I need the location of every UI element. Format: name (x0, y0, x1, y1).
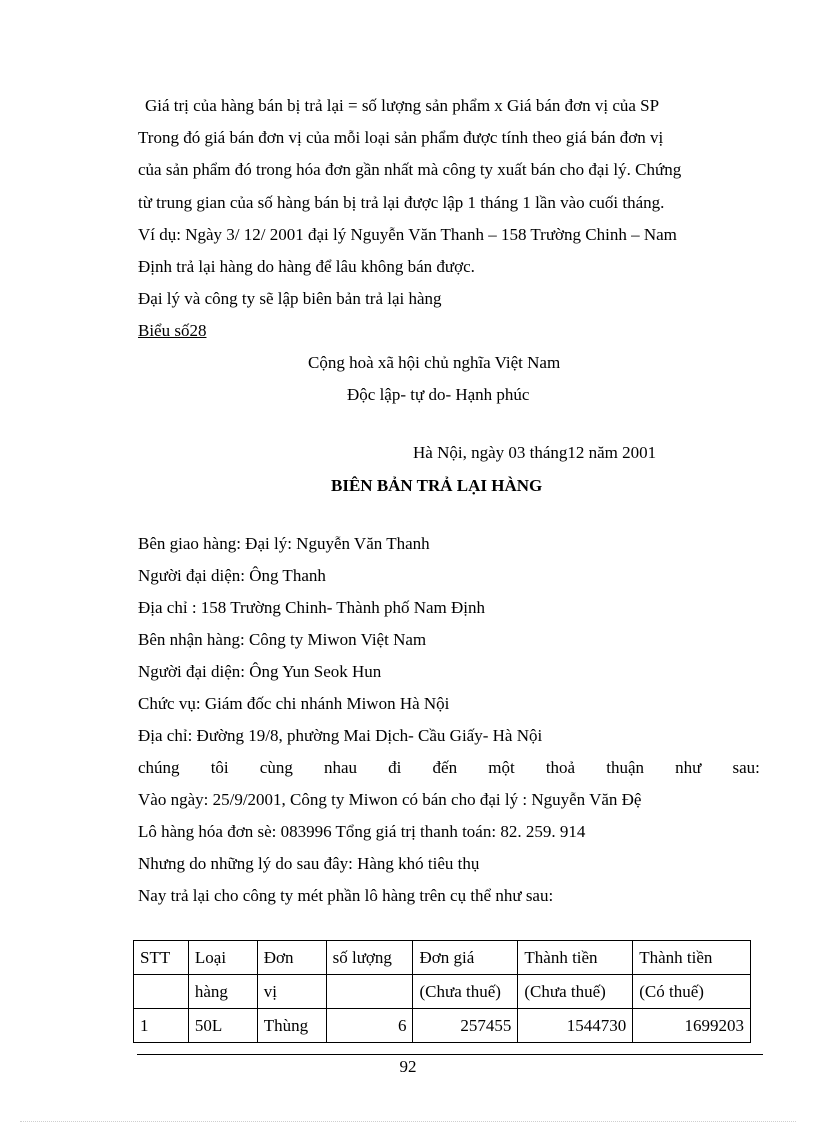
sender-address: Địa chỉ : 158 Trường Chinh- Thành phố Nam Định (138, 598, 486, 617)
table-cell-quantity: 6 (326, 1009, 413, 1043)
receiver-address: Địa chỉ: Đường 19/8, phường Mai Dịch- Cầu Giấy- Hà Nội (138, 726, 543, 745)
agreement-word: nhau (323, 758, 358, 777)
table-header-cell: vị (257, 975, 326, 1009)
table-header-row (134, 941, 751, 975)
returned-goods-table (133, 940, 751, 1043)
invoice-line: Lô hàng hóa đơn sè: 083996 Tổng giá trị thanh toán: 82. 259. 914 (138, 822, 586, 841)
table-header-cell (134, 975, 189, 1009)
table-header-cell: Thành tiền (633, 941, 751, 975)
table-header-cell: Đơn giá (413, 941, 518, 975)
intro-line-3: của sản phẩm đó trong hóa đơn gần nhất mà công ty xuất bán cho đại lý. Chứng (138, 160, 682, 179)
receiver-position: Chức vụ: Giám đốc chi nhánh Miwon Hà Nội (138, 694, 450, 713)
table-cell-amount-pretax: 1544730 (518, 1009, 633, 1043)
agreement-word: đến (432, 758, 458, 777)
agreement-line (138, 757, 760, 779)
table-cell-unit: Thùng (257, 1009, 326, 1043)
place-date: Hà Nội, ngày 03 tháng12 năm 2001 (413, 443, 657, 462)
table-cell-type: 50L (188, 1009, 257, 1043)
table-header-cell (326, 975, 413, 1009)
table-header-cell: (Chưa thuế) (518, 975, 633, 1009)
table-header-cell: Loại (188, 941, 257, 975)
document-title: BIÊN BẢN TRẢ LẠI HÀNG (331, 476, 543, 495)
page-number: 92 (399, 1057, 417, 1076)
table-header-cell: hàng (188, 975, 257, 1009)
table-header-row (134, 975, 751, 1009)
nation-heading: Cộng hoà xã hội chủ nghĩa Việt Nam (308, 353, 561, 372)
sale-line: Vào ngày: 25/9/2001, Công ty Miwon có bán cho đại lý : Nguyễn Văn Đệ (138, 790, 642, 809)
receiver-line: Bên nhận hàng: Công ty Miwon Việt Nam (138, 630, 427, 649)
intro-line-4: từ trung gian của số hàng bán bị trả lại được lập 1 tháng 1 lần vào cuối tháng. (138, 193, 665, 212)
table-header-cell: số lượng (326, 941, 413, 975)
sender-line: Bên giao hàng: Đại lý: Nguyễn Văn Thanh (138, 534, 430, 553)
table-header-cell: (Có thuế) (633, 975, 751, 1009)
intro-line-6: Định trả lại hàng do hàng để lâu không bán được. (138, 257, 475, 276)
footer-divider (137, 1054, 763, 1055)
intro-line-1: Giá trị của hàng bán bị trả lại = số lượng sản phẩm x Giá bán đơn vị của SP (145, 96, 660, 115)
agreement-word: thuận (606, 758, 645, 777)
agreement-word: sau: (732, 758, 760, 777)
agreement-word: như (675, 758, 702, 777)
table-row (134, 1009, 751, 1043)
table-header-cell: Thành tiền (518, 941, 633, 975)
sender-representative: Người đại diện: Ông Thanh (138, 566, 326, 585)
agreement-word: thoả (545, 758, 576, 777)
form-label: Biểu số28 (138, 321, 207, 340)
intro-line-5: Ví dụ: Ngày 3/ 12/ 2001 đại lý Nguyễn Văn Thanh – 158 Trường Chinh – Nam (138, 225, 677, 244)
table-header-cell: (Chưa thuế) (413, 975, 518, 1009)
table-cell-amount-taxed: 1699203 (633, 1009, 751, 1043)
return-line: Nay trả lại cho công ty mét phần lô hàng trên cụ thể như sau: (138, 886, 554, 905)
intro-line-2: Trong đó giá bán đơn vị của mỗi loại sản phẩm được tính theo giá bán đơn vị (138, 128, 664, 147)
agreement-word: cùng (259, 758, 293, 777)
page-edge-dotted-line (20, 1121, 796, 1122)
agreement-word: một (488, 758, 515, 777)
reason-line: Nhưng do những lý do sau đây: Hàng khó tiêu thụ (138, 854, 480, 873)
table-cell-unit-price: 257455 (413, 1009, 518, 1043)
motto-heading: Độc lập- tự do- Hạnh phúc (347, 385, 530, 404)
agreement-word: chúng (138, 758, 180, 777)
agreement-word: đi (388, 758, 402, 777)
intro-line-7: Đại lý và công ty sẽ lập biên bản trả lại hàng (138, 289, 442, 308)
table-header-cell: Đơn (257, 941, 326, 975)
table-cell-stt: 1 (134, 1009, 189, 1043)
agreement-word: tôi (210, 758, 229, 777)
receiver-representative: Người đại diện: Ông Yun Seok Hun (138, 662, 382, 681)
table-header-cell: STT (134, 941, 189, 975)
